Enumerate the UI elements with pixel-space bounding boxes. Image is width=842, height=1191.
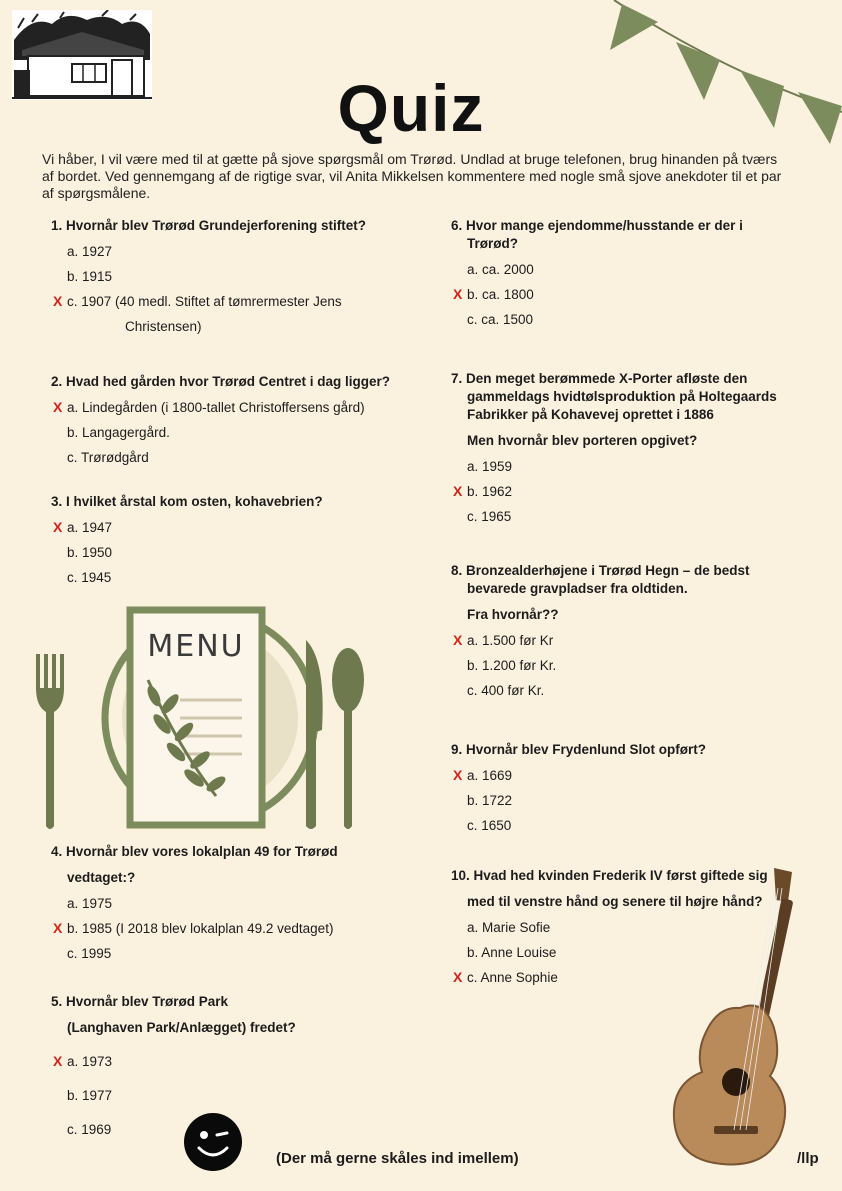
answer-text: b. 1962: [467, 484, 513, 499]
answer-text: a. 1.500 før Kr: [467, 633, 554, 648]
correct-mark: X: [53, 519, 63, 535]
correct-mark: X: [453, 969, 463, 985]
answer-c: c. 1945: [67, 570, 112, 585]
answer-b: b. 1950: [67, 545, 113, 560]
question-1: [51, 217, 421, 335]
answer-c-continued: Christensen): [125, 319, 202, 334]
correct-mark: X: [453, 632, 463, 648]
question-title-line-2: gammeldags hvidtølsproduktion på Holtegaards: [467, 389, 777, 404]
question-title: 10. Hvad hed kvinden Frederik IV først giftede sig: [451, 868, 768, 883]
answer-b: b. Anne Louise: [467, 945, 557, 960]
question-3: [51, 493, 421, 586]
footer-note: (Der må gerne skåles ind imellem): [276, 1150, 519, 1167]
correct-mark: X: [53, 920, 63, 936]
answer-text: a. 1669: [467, 768, 513, 783]
answer-b: b. 1915: [67, 269, 113, 284]
answer-c: [53, 293, 421, 310]
answer-a: a. 1927: [67, 244, 113, 259]
smiley-icon: [183, 1112, 243, 1172]
question-title: 4. Hvornår blev vores lokalplan 49 for Trørød: [51, 844, 338, 859]
question-title-line-3: Fabrikker på Kohavevej oprettet i 1886: [467, 407, 714, 422]
answer-a: [453, 632, 811, 649]
answer-text: c. 1907 (40 medl. Stiftet af tømrermester Jens: [67, 294, 342, 309]
question-title: 6. Hvor mange ejendomme/husstande er der i: [451, 218, 743, 233]
menu-label: MENU: [147, 629, 245, 664]
menu-place-setting-icon: [30, 600, 380, 840]
correct-mark: X: [53, 399, 63, 415]
question-title: 9. Hvornår blev Frydenlund Slot opført?: [451, 742, 707, 757]
answer-a: [53, 519, 421, 536]
answer-text: a. 1947: [67, 520, 113, 535]
answer-b: b. Langagergård.: [67, 425, 170, 440]
question-title: 3. I hvilket årstal kom osten, kohavebrien?: [51, 494, 323, 509]
correct-mark: X: [453, 483, 463, 499]
question-title-continued: vedtaget:?: [67, 870, 136, 885]
answer-a: a. 1959: [467, 459, 513, 474]
answer-c: c. 400 før Kr.: [467, 683, 545, 698]
answer-a: a. 1975: [67, 896, 113, 911]
correct-mark: X: [453, 286, 463, 302]
question-title-continued: Trørød?: [467, 236, 518, 251]
answer-b: [453, 483, 811, 500]
question-title-continued: (Langhaven Park/Anlægget) fredet?: [67, 1020, 296, 1035]
question-title: 1. Hvornår blev Trørød Grundejerforening stiftet?: [51, 218, 367, 233]
question-title: 7. Den meget berømmede X-Porter afløste den: [451, 371, 748, 386]
question-subtitle: Men hvornår blev porteren opgivet?: [467, 433, 698, 448]
answer-a: a. ca. 2000: [467, 262, 534, 277]
answer-a: [53, 1053, 421, 1070]
question-title-line-2: bevarede gravpladser fra oldtiden.: [467, 581, 688, 596]
answer-b: b. 1722: [467, 793, 513, 808]
question-2: [51, 373, 421, 466]
answer-c: c. 1965: [467, 509, 512, 524]
correct-mark: X: [53, 1053, 63, 1069]
answer-b: b. 1977: [67, 1088, 113, 1103]
question-6: [451, 217, 801, 328]
question-8: [451, 562, 811, 699]
question-title: 2. Hvad hed gården hvor Trørød Centret i dag ligger?: [51, 374, 391, 389]
question-title: 5. Hvornår blev Trørød Park: [51, 994, 229, 1009]
answer-b: [453, 286, 801, 303]
answer-text: b. 1985 (I 2018 blev lokalplan 49.2 vedtaget): [67, 921, 334, 936]
answer-c: c. 1650: [467, 818, 512, 833]
answer-a: [453, 767, 811, 784]
question-4: [51, 843, 421, 962]
answer-c: c. Trørødgård: [67, 450, 149, 465]
answer-text: a. Lindegården (i 1800-tallet Christoffersens gård): [67, 400, 365, 415]
question-7: [451, 370, 811, 525]
signature: /llp: [797, 1150, 819, 1167]
answer-a: [53, 399, 421, 416]
answer-c: c. 1995: [67, 946, 112, 961]
question-title-continued: med til venstre hånd og senere til højre hånd?: [467, 894, 763, 909]
correct-mark: X: [53, 293, 63, 309]
page-title: Quiz: [337, 71, 485, 145]
guitar-icon: [670, 868, 810, 1168]
answer-text: b. ca. 1800: [467, 287, 534, 302]
answer-a: a. Marie Sofie: [467, 920, 551, 935]
answer-c: c. ca. 1500: [467, 312, 534, 327]
intro-text: Vi håber, I vil være med til at gætte på sjove spørgsmål om Trørød. Undlad at bruge telefonen, brug hinanden på tværs af bordet. Ved gennemgang af de rigtige svar, vil Anita Mikkelsen kommentere med nogle små sjove anekdoter til et par af spørgsmålene.: [42, 151, 782, 201]
answer-text: a. 1973: [67, 1054, 113, 1069]
answer-c: c. 1969: [67, 1122, 112, 1137]
answer-b: [53, 920, 421, 937]
answer-b: b. 1.200 før Kr.: [467, 658, 557, 673]
correct-mark: X: [453, 767, 463, 783]
question-title: 8. Bronzealderhøjene i Trørød Hegn – de bedst: [451, 563, 750, 578]
question-subtitle: Fra hvornår??: [467, 607, 559, 622]
question-9: [451, 741, 811, 834]
answer-text: c. Anne Sophie: [467, 970, 558, 985]
